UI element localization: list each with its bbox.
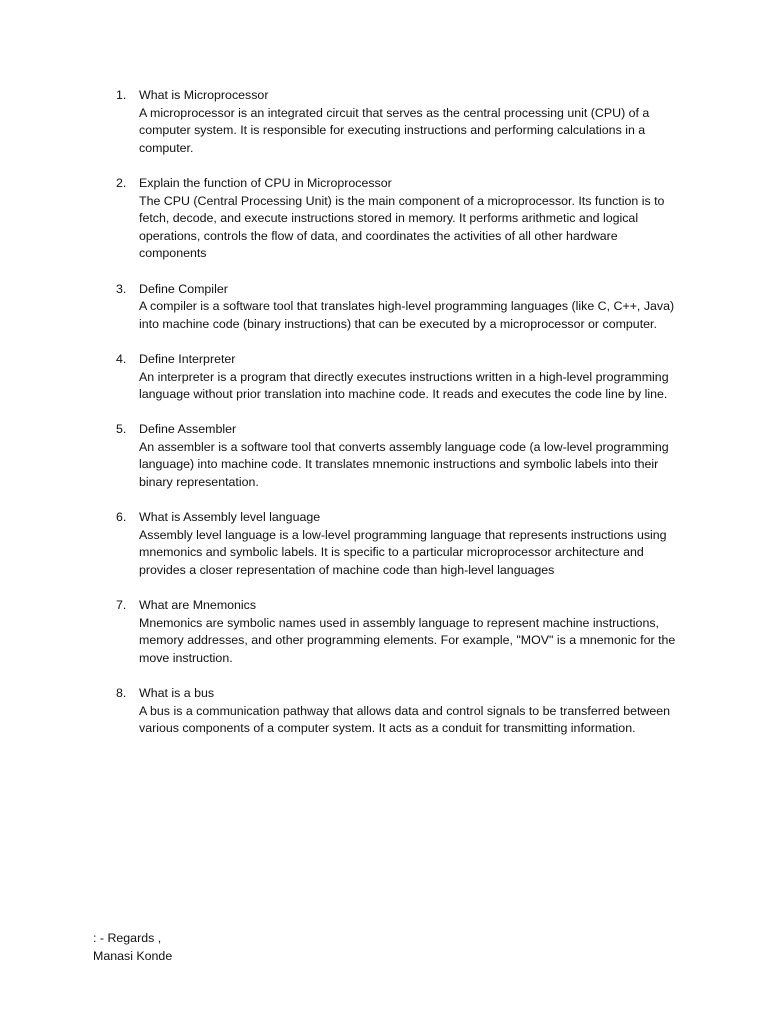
item-answer: An assembler is a software tool that converts assembly language code (a low-level programming language) into machine code. It translates mnemonic instructions and symbolic labels into their binary representation. <box>139 439 669 490</box>
item-question: Explain the function of CPU in Microprocessor <box>139 175 392 190</box>
item-body <box>139 685 679 738</box>
item-number: 4. <box>116 351 127 366</box>
item-answer: Mnemonics are symbolic names used in assembly language to represent machine instructions, memory addresses, and other programming elements. For example, "MOV" is a mnemonic for the move instruction. <box>139 615 676 665</box>
item-number: 6. <box>116 510 127 525</box>
item-question: What is Assembly level language <box>139 510 321 525</box>
item-number: 5. <box>116 422 127 437</box>
list-item <box>0 685 768 738</box>
item-body <box>139 175 679 263</box>
item-question: What is a bus <box>139 686 215 701</box>
item-answer: Assembly level language is a low-level programming language that represents instructions using mnemonics and symbolic labels. It is specific to a particular microprocessor architecture and provides a closer representation of machine code than high-level languages <box>139 527 667 578</box>
regards-text: : - Regards , <box>93 931 162 945</box>
list-item <box>0 597 768 667</box>
item-answer: A microprocessor is an integrated circuit that serves as the central processing unit (CPU) of a computer system. It is responsible for executing instructions and performing calculations in a computer. <box>139 105 650 155</box>
item-body <box>139 597 679 667</box>
list-item <box>0 509 768 579</box>
item-question: Define Assembler <box>139 422 237 437</box>
item-question: Define Compiler <box>139 281 228 296</box>
item-number: 1. <box>116 88 127 102</box>
list-item <box>0 281 768 334</box>
item-answer: An interpreter is a program that directly executes instructions written in a high-level programming language without prior translation into machine code. It reads and executes the code line by line. <box>139 369 669 402</box>
item-question: What is Microprocessor <box>139 88 269 102</box>
list-item <box>0 87 768 157</box>
item-body <box>139 351 679 404</box>
signature-block <box>93 930 393 965</box>
item-question: Define Interpreter <box>139 351 236 366</box>
list-item <box>0 175 768 263</box>
item-answer: A compiler is a software tool that translates high-level programming languages (like C, C++, Java) into machine code (binary instructions) that can be executed by a microprocessor or computer. <box>139 299 675 331</box>
question-answer-list <box>0 87 768 756</box>
author-name: Manasi Konde <box>93 948 173 963</box>
item-number: 7. <box>116 598 127 613</box>
item-answer: The CPU (Central Processing Unit) is the main component of a microprocessor. Its function is to fetch, decode, and execute instructions stored in memory. It performs arithmetic and logical operations, controls the flow of data, and coordinates the activities of all other hardware components <box>139 193 665 261</box>
item-body <box>139 87 679 157</box>
item-number: 8. <box>116 686 127 701</box>
item-number: 2. <box>116 175 127 190</box>
item-answer: A bus is a communication pathway that allows data and control signals to be transferred between various components of a computer system. It acts as a conduit for transmitting information. <box>139 703 671 736</box>
item-number: 3. <box>116 281 127 296</box>
item-body <box>139 421 679 491</box>
item-body <box>139 509 679 579</box>
list-item <box>0 421 768 491</box>
list-item <box>0 351 768 404</box>
item-question: What are Mnemonics <box>139 598 257 613</box>
item-body <box>139 281 679 334</box>
